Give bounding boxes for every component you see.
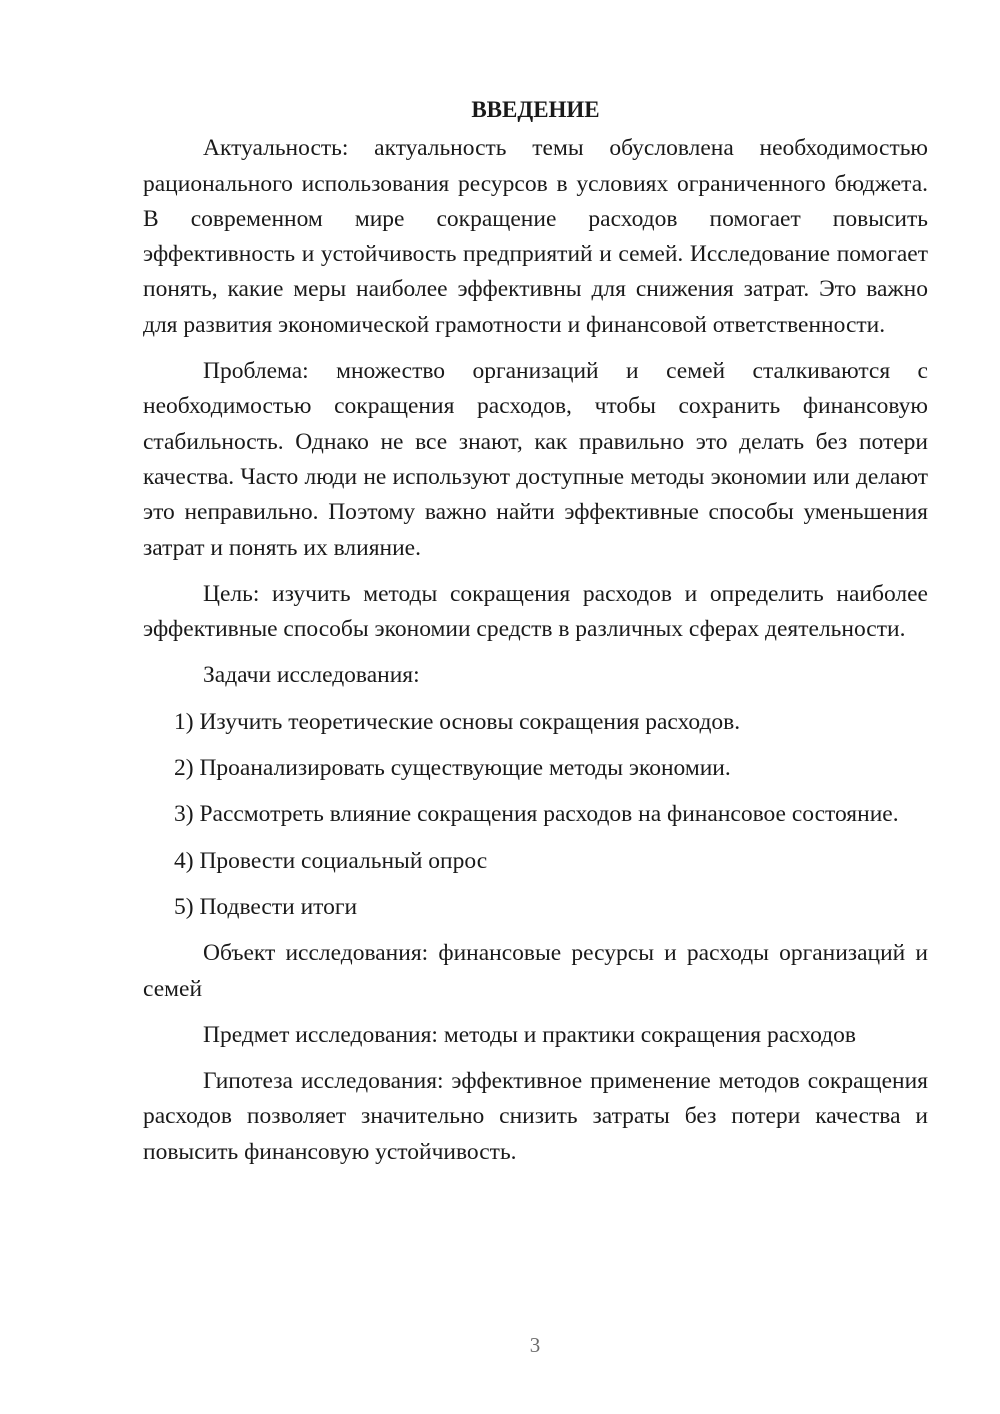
relevance-paragraph: Актуальность: актуальность темы обусловлена необходимостью рационального использования ресурсов в условиях ограниченного бюджета. В современном мире сокращение расходов помогает повысить эффективность и устойчивость предприятий и семей. Исследование помогает понять, какие меры наиболее эффективны для снижения затрат. Это важно для развития экономической грамотности и финансовой ответственности. — [143, 135, 928, 338]
goal-paragraph: Цель: изучить методы сокращения расходов и определить наиболее эффективные способы экономии средств в различных сферах деятельности. — [143, 580, 928, 643]
tasks-title: Задачи исследования: — [203, 662, 420, 689]
page-number: 3 — [529, 1333, 541, 1357]
hypothesis-paragraph: Гипотеза исследования: эффективное применение методов сокращения расходов позволяет значительно снизить затраты без потери качества и повысить финансовую устойчивость. — [143, 1068, 928, 1165]
problem-paragraph: Проблема: множество организаций и семей сталкиваются с необходимостью сокращения расходов, чтобы сохранить финансовую стабильность. Однако не все знают, как правильно это делать без потери качества. Часто люди не используют доступные методы экономии или делают это неправильно. Поэтому важно найти эффективные способы уменьшения затрат и понять их влияние. — [143, 358, 928, 561]
object-paragraph: Объект исследования: финансовые ресурсы и расходы организаций и семей — [143, 940, 928, 1002]
task-item-1: 1) Изучить теоретические основы сокращения расходов. — [174, 708, 741, 735]
subject-paragraph: Предмет исследования: методы и практики сокращения расходов — [203, 1021, 856, 1048]
section-heading: ВВЕДЕНИЕ — [471, 97, 600, 122]
task-item-5: 5) Подвести итоги — [174, 893, 358, 920]
task-item-4: 4) Провести социальный опрос — [174, 847, 488, 874]
task-item-3: 3) Рассмотреть влияние сокращения расходов на финансовое состояние. — [174, 801, 899, 828]
document-body — [143, 92, 928, 1181]
task-item-2: 2) Проанализировать существующие методы экономии. — [174, 755, 731, 782]
